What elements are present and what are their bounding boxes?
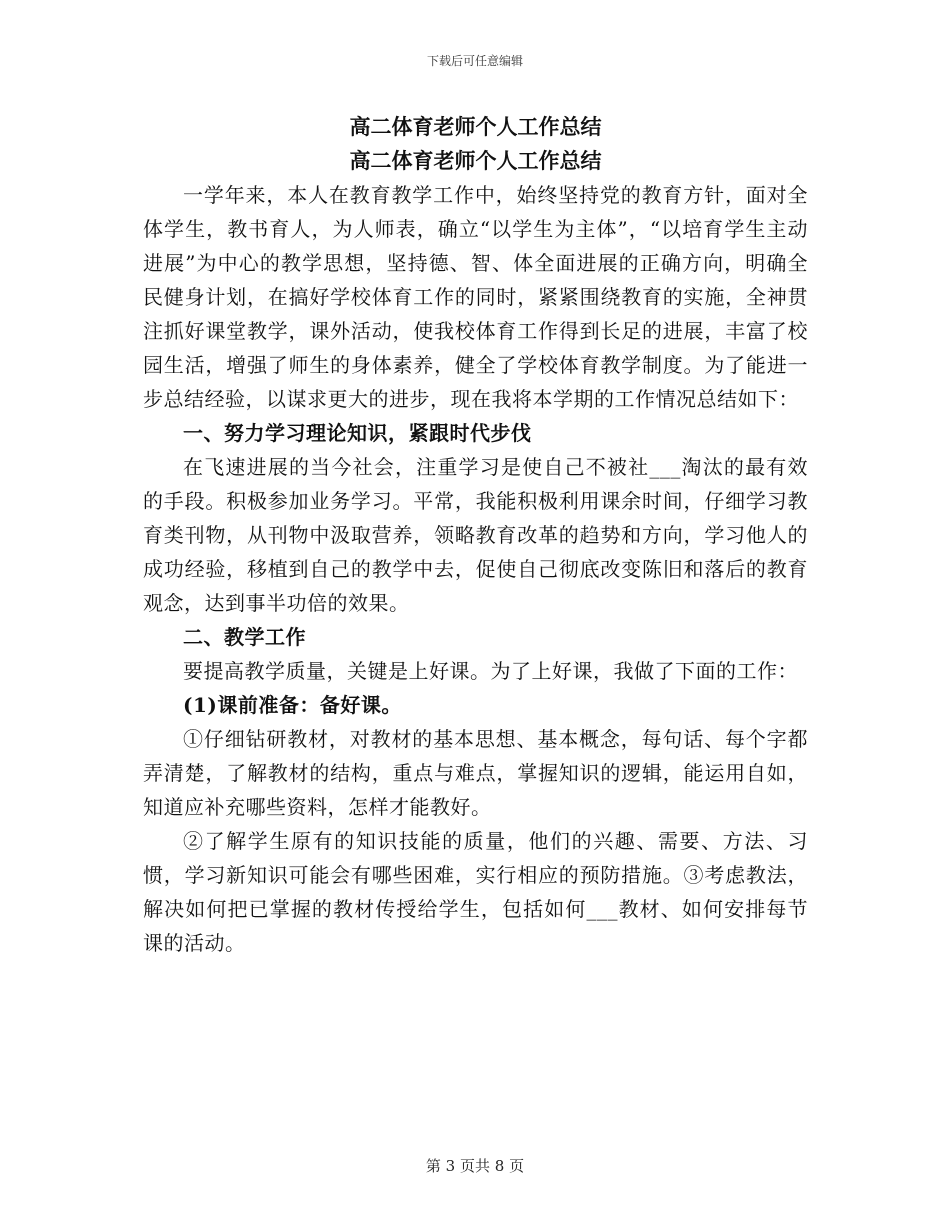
document-body xyxy=(143,110,808,960)
intro-paragraph: 一学年来，本人在教育教学工作中，始终坚持党的教育方针，面对全体学生，教书育人，为人师表，确立“以学生为主体”，“以培育学生主动进展”为中心的教学思想，坚持德、智、体全面进展的正确方向，明确全民健身计划，在搞好学校体育工作的同时，紧紧围绕教育的实施，全神贯注抓好课堂教学，课外活动，使我校体育工作得到长足的进展，丰富了校园生活，增强了师生的身体素养，健全了学校体育教学制度。为了能进一步总结经验，以谋求更大的进步，现在我将本学期的工作情况总结如下： xyxy=(143,183,808,411)
subsection-paragraph-2: ②了解学生原有的知识技能的质量，他们的兴趣、需要、方法、习惯，学习新知识可能会有哪些困难，实行相应的预防措施。③考虑教法，解决如何把已掌握的教材传授给学生，包括如何___教材、如何安排每节课的活动。 xyxy=(143,829,808,955)
subsection-heading-1: (1)课前准备：备好课。 xyxy=(183,693,402,717)
page-footer: 第 3 页共 8 页 xyxy=(425,1157,525,1175)
section-2-paragraph: 要提高教学质量，关键是上好课。为了上好课，我做了下面的工作： xyxy=(183,659,798,683)
section-1-paragraph: 在飞速进展的当今社会，注重学习是使自己不被社___淘汰的最有效的手段。积极参加业务学习。平常，我能积极利用课余时间，仔细学习教育类刊物，从刊物中汲取营养，领略教育改革的趋势和方向，学习他人的成功经验，移植到自己的教学中去，促使自己彻底改变陈旧和落后的教育观念，达到事半功倍的效果。 xyxy=(143,455,808,615)
document-subtitle: 高二体育老师个人工作总结 xyxy=(349,148,602,173)
section-heading-1: 一、努力学习理论知识，紧跟时代步伐 xyxy=(183,421,532,445)
document-title: 高二体育老师个人工作总结 xyxy=(349,114,602,139)
subsection-paragraph-1: ①仔细钻研教材，对教材的基本思想、基本概念，每句话、每个字都弄清楚，了解教材的结构，重点与难点，掌握知识的逻辑，能运用自如，知道应补充哪些资料，怎样才能教好。 xyxy=(143,727,808,819)
section-heading-2: 二、教学工作 xyxy=(183,625,306,649)
header-note: 下载后可任意编辑 xyxy=(426,54,523,68)
